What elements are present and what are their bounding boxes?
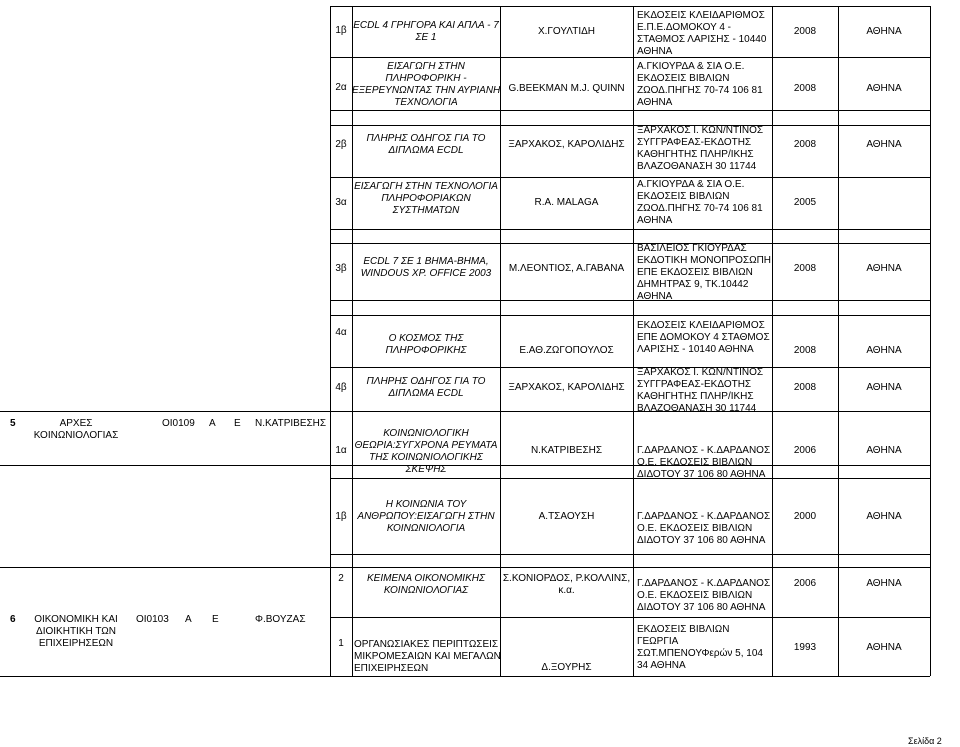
grid-line <box>330 617 930 618</box>
course-code: ΟΙ0109 <box>162 418 195 429</box>
book-year: 2006 <box>793 445 817 456</box>
book-city: ΑΘΗΝΑ <box>866 578 902 589</box>
book-author: R.A. MALAGA <box>534 197 599 208</box>
course-teacher: Ν.ΚΑΤΡΙΒΕΣΗΣ <box>255 418 327 429</box>
grid-line <box>330 554 930 555</box>
book-author: Χ.ΓΟΥΛΤΙΔΗ <box>537 26 596 37</box>
grid-line <box>330 110 930 111</box>
book-city: ΑΘΗΝΑ <box>866 345 902 356</box>
book-author: ΞΑΡΧΑΚΟΣ, ΚΑΡΟΛΙΔΗΣ <box>508 139 625 150</box>
book-publisher: ΞΑΡΧΑΚΟΣ Ι. ΚΩΝ/ΝΤΙΝΟΣ ΣΥΓΓΡΑΦΕΑΣ-ΕΚΔΟΤΗΣ ΚΑΘΗΓΗΤΗΣ ΠΛΗΡ/ΙΚΗΣ ΒΛΑΖΟΘΑΝΑΣΗ 30 11744 <box>637 367 764 414</box>
grid-line <box>330 243 930 244</box>
book-city: ΑΘΗΝΑ <box>866 445 902 456</box>
book-year: 2008 <box>793 382 817 393</box>
book-title: Ο ΚΟΣΜΟΣ ΤΗΣ ΠΛΗΡΟΦΟΡΙΚΗΣ <box>385 333 467 356</box>
grid-line <box>0 567 930 568</box>
book-title: ΠΛΗΡΗΣ ΟΔΗΓΟΣ ΓΙΑ ΤΟ ΔΙΠΛΩΜΑ ECDL <box>366 376 486 399</box>
book-year: 2008 <box>793 345 817 356</box>
book-title: Η ΚΟΙΝΩΝΙΑ ΤΟΥ ΑΝΘΡΩΠΟΥ:ΕΙΣΑΓΩΓΗ ΣΤΗΝ ΚΟΙΝΩΝΙΟΛΟΓΙΑ <box>357 499 495 534</box>
book-publisher: ΞΑΡΧΑΚΟΣ Ι. ΚΩΝ/ΝΤΙΝΟΣ ΣΥΓΓΡΑΦΕΑΣ-ΕΚΔΟΤΗΣ ΚΑΘΗΓΗΤΗΣ ΠΛΗΡ/ΙΚΗΣ ΒΛΑΖΟΘΑΝΑΣΗ 30 11744 <box>637 125 764 172</box>
grid-line <box>0 411 930 412</box>
item-number: 2β <box>335 139 347 150</box>
book-city: ΑΘΗΝΑ <box>866 382 902 393</box>
book-author: Ν.ΚΑΤΡΙΒΕΣΗΣ <box>530 445 603 456</box>
grid-line <box>330 300 930 301</box>
book-author: Μ.ΛΕΟΝΤΙΟΣ, Α.ΓΑΒΑΝΑ <box>508 263 625 274</box>
book-title: ΕΙΣΑΓΩΓΗ ΣΤΗΝ ΤΕΧΝΟΛΟΓΙΑ ΠΛΗΡΟΦΟΡΙΑΚΩΝ ΣΥΣΤΗΜΑΤΩΝ <box>354 181 498 216</box>
book-city: ΑΘΗΝΑ <box>866 139 902 150</box>
item-number: 3β <box>335 263 347 274</box>
book-author: Ε.ΑΘ.ΖΩΓΟΠΟΥΛΟΣ <box>519 345 614 356</box>
grid-line <box>772 6 773 676</box>
book-author: Α.ΤΣΑΟΥΣΗ <box>538 511 595 522</box>
book-author: G.BEEKMAN M.J. QUINN <box>508 83 625 94</box>
book-publisher: Γ.ΔΑΡΔΑΝΟΣ - Κ.ΔΑΡΔΑΝΟΣ Ο.Ε. ΕΚΔΟΣΕΙΣ ΒΙΒΛΙΩΝ ΔΙΔΟΤΟΥ 37 106 80 ΑΘΗΝΑ <box>637 445 771 480</box>
book-title: ECDL 4 ΓΡΗΓΟΡΑ ΚΑΙ ΑΠΛΑ - 7 ΣΕ 1 <box>353 20 499 43</box>
grid-line <box>330 177 930 178</box>
book-year: 1993 <box>793 642 817 653</box>
book-city: ΑΘΗΝΑ <box>866 642 902 653</box>
grid-line <box>330 229 930 230</box>
book-author: Δ.ΞΟΥΡΗΣ <box>541 662 592 673</box>
book-city: ΑΘΗΝΑ <box>866 511 902 522</box>
book-publisher: Α.ΓΚΙΟΥΡΔΑ & ΣΙΑ Ο.Ε. ΕΚΔΟΣΕΙΣ ΒΙΒΛΙΩΝ ΖΩΟΔ.ΠΗΓΗΣ 70-74 106 81 ΑΘΗΝΑ <box>637 61 763 108</box>
item-number: 1α <box>335 445 347 456</box>
item-number: 3α <box>335 197 347 208</box>
item-number: 1β <box>335 25 347 36</box>
course-name: ΑΡΧΕΣ ΚΟΙΝΩΝΙΟΛΟΓΙΑΣ <box>33 418 119 441</box>
book-title: ΚΕΙΜΕΝΑ ΟΙΚΟΝΟΜΙΚΗΣ ΚΟΙΝΩΝΙΟΛΟΓΙΑΣ <box>367 573 485 596</box>
book-title: ECDL 7 ΣΕ 1 ΒΗΜΑ-ΒΗΜΑ, WINDOUS XP. OFFICE 2003 <box>360 256 492 279</box>
book-city: ΑΘΗΝΑ <box>866 26 902 37</box>
course-teacher: Φ.ΒΟΥΖΑΣ <box>255 614 306 625</box>
book-publisher: Α.ΓΚΙΟΥΡΔΑ & ΣΙΑ Ο.Ε. ΕΚΔΟΣΕΙΣ ΒΙΒΛΙΩΝ ΖΩΟΔ.ΠΗΓΗΣ 70-74 106 81 ΑΘΗΝΑ <box>637 179 763 226</box>
book-publisher: ΕΚΔΟΣΕΙΣ ΚΛΕΙΔΑΡΙΘΜΟΣ Ε.Π.Ε.ΔΟΜΟΚΟΥ 4 - ΣΤΑΘΜΟΣ ΛΑΡΙΣΗΣ - 10440 ΑΘΗΝΑ <box>637 10 767 57</box>
grid-line <box>330 315 930 316</box>
item-number: 2 <box>338 573 344 584</box>
item-number: 2α <box>335 82 347 93</box>
grid-line <box>330 6 930 7</box>
book-author: Σ.ΚΟΝΙΟΡΔΟΣ, Ρ.ΚΟΛΛΙΝΣ, κ.α. <box>502 573 631 596</box>
course-type: Ε <box>234 418 241 429</box>
grid-line <box>330 57 930 58</box>
item-number: 4α <box>335 327 347 338</box>
item-number: 1 <box>338 638 344 649</box>
grid-line <box>930 6 931 676</box>
grid-line <box>838 6 839 676</box>
book-year: 2008 <box>793 83 817 94</box>
book-city: ΑΘΗΝΑ <box>866 263 902 274</box>
book-year: 2008 <box>793 139 817 150</box>
course-type: Ε <box>212 614 219 625</box>
course-semester: Α <box>185 614 192 625</box>
book-publisher: Γ.ΔΑΡΔΑΝΟΣ - Κ.ΔΑΡΔΑΝΟΣ Ο.Ε. ΕΚΔΟΣΕΙΣ ΒΙΒΛΙΩΝ ΔΙΔΟΤΟΥ 37 106 80 ΑΘΗΝΑ <box>637 578 771 613</box>
grid-line <box>330 367 930 368</box>
book-title: ΠΛΗΡΗΣ ΟΔΗΓΟΣ ΓΙΑ ΤΟ ΔΙΠΛΩΜΑ ECDL <box>366 133 486 156</box>
book-publisher: ΒΑΣΙΛΕΙΟΣ ΓΚΙΟΥΡΔΑΣ ΕΚΔΟΤΙΚΗ ΜΟΝΟΠΡΟΣΩΠΗ ΕΠΕ ΕΚΔΟΣΕΙΣ ΒΙΒΛΙΩΝ ΔΗΜΗΤΡΑΣ 9, ΤΚ.10442 ΑΘΗΝΑ <box>637 243 772 302</box>
course-name: ΟΙΚΟΝΟΜΙΚΗ ΚΑΙ ΔΙΟΙΚΗΤΙΚΗ ΤΩΝ ΕΠΙΧΕΙΡΗΣΕΩΝ <box>34 614 118 649</box>
book-title: ΟΡΓΑΝΩΣΙΑΚΕΣ ΠΕΡΙΠΤΩΣΕΙΣ ΜΙΚΡΟΜΕΣΑΙΩΝ ΚΑΙ ΜΕΓΑΛΩΝ ΕΠΙΧΕΙΡΗΣΕΩΝ <box>354 639 501 674</box>
book-title: ΕΙΣΑΓΩΓΗ ΣΤΗΝ ΠΛΗΡΟΦΟΡΙΚΗ - ΕΞΕΡΕΥΝΩΝΤΑΣ ΤΗΝ ΑΥΡΙΑΝΗ ΤΕΧΝΟΛΟΓΙΑ <box>352 61 501 108</box>
grid-line <box>330 125 930 126</box>
book-author: ΞΑΡΧΑΚΟΣ, ΚΑΡΟΛΙΔΗΣ <box>508 382 625 393</box>
item-number: 4β <box>335 382 347 393</box>
course-semester: Α <box>209 418 216 429</box>
course-number: 6 <box>10 614 16 625</box>
grid-line <box>633 6 634 676</box>
grid-line <box>0 676 930 677</box>
book-year: 2008 <box>793 263 817 274</box>
book-publisher: Γ.ΔΑΡΔΑΝΟΣ - Κ.ΔΑΡΔΑΝΟΣ Ο.Ε. ΕΚΔΟΣΕΙΣ ΒΙΒΛΙΩΝ ΔΙΔΟΤΟΥ 37 106 80 ΑΘΗΝΑ <box>637 511 771 546</box>
item-number: 1β <box>335 511 347 522</box>
book-publisher: ΕΚΔΟΣΕΙΣ ΒΙΒΛΙΩΝ ΓΕΩΡΓΙΑ ΣΩΤ.ΜΠΕΝΟΥΦερών 5, 104 34 ΑΘΗΝΑ <box>637 624 763 671</box>
grid-line <box>330 478 930 479</box>
book-city: ΑΘΗΝΑ <box>866 83 902 94</box>
book-title: ΚΟΙΝΩΝΙΟΛΟΓΙΚΗ ΘΕΩΡΙΑ:ΣΥΓΧΡΟΝΑ ΡΕΥΜΑΤΑ ΤΗΣ ΚΟΙΝΩΝΙΟΛΟΓΙΚΗΣ ΣΚΕΨΗΣ <box>354 428 498 475</box>
book-year: 2006 <box>793 578 817 589</box>
book-year: 2005 <box>793 197 817 208</box>
book-year: 2008 <box>793 26 817 37</box>
book-year: 2000 <box>793 511 817 522</box>
course-code: ΟΙ0103 <box>136 614 169 625</box>
page-number: Σελίδα 2 <box>908 736 942 746</box>
course-number: 5 <box>10 418 16 429</box>
book-publisher: ΕΚΔΟΣΕΙΣ ΚΛΕΙΔΑΡΙΘΜΟΣ ΕΠΕ ΔΟΜΟΚΟΥ 4 ΣΤΑΘΜΟΣ ΛΑΡΙΣΗΣ - 10140 ΑΘΗΝΑ <box>637 320 770 355</box>
